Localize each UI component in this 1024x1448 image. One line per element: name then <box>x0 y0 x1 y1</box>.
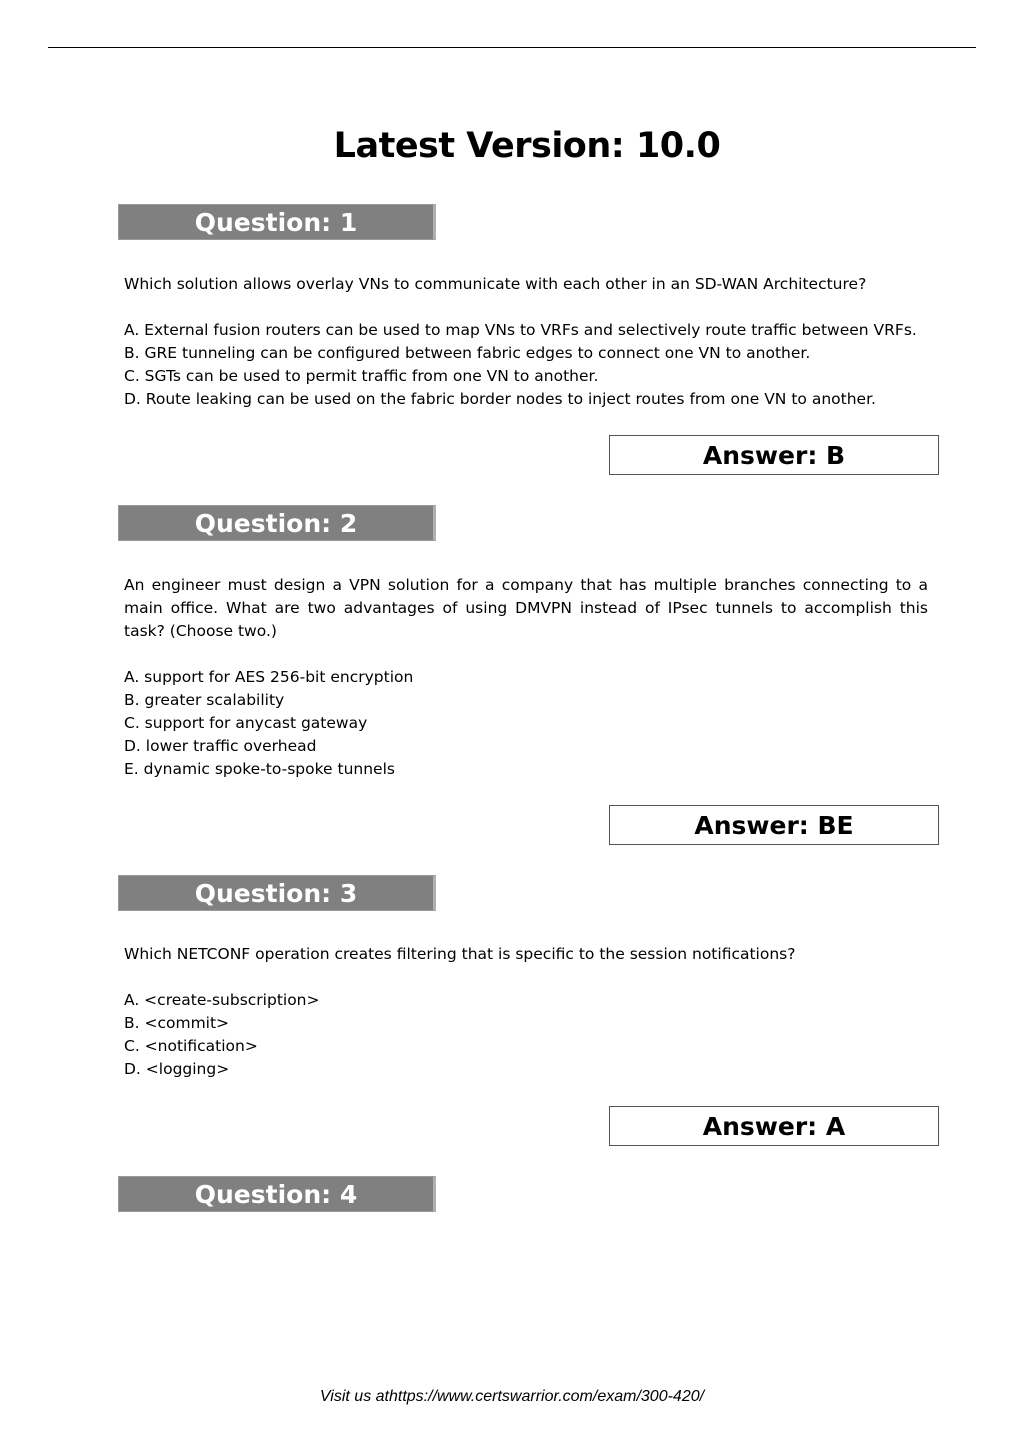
option-c: C. support for anycast gateway <box>124 714 368 732</box>
option-a: A. support for AES 256-bit encryption <box>124 668 414 686</box>
question-3-options <box>124 989 928 1081</box>
question-2-heading: Question: 2 <box>118 505 436 541</box>
question-1-text <box>124 273 928 296</box>
question-2-answer: Answer: BE <box>609 805 939 845</box>
option-a: A. <create-subscription> <box>124 991 320 1009</box>
question-3-answer: Answer: A <box>609 1106 939 1146</box>
question-text: Which solution allows overlay VNs to communicate with each other in an SD-WAN Architecture? <box>124 275 867 293</box>
option-d: D. Route leaking can be used on the fabric border nodes to inject routes from one VN to another. <box>124 390 876 408</box>
option-d: D. <logging> <box>124 1060 230 1078</box>
question-1-answer: Answer: B <box>609 435 939 475</box>
option-d: D. lower traffic overhead <box>124 737 317 755</box>
question-3-text <box>124 943 928 966</box>
question-1-options <box>124 319 928 411</box>
question-2-options <box>124 666 928 781</box>
option-b: B. greater scalability <box>124 691 285 709</box>
question-2-text <box>124 574 928 643</box>
question-3-heading: Question: 3 <box>118 875 436 911</box>
option-c: C. <notification> <box>124 1037 258 1055</box>
footer-link-text: Visit us athttps://www.certswarrior.com/exam/300-420/ <box>319 1388 705 1405</box>
question-text: Which NETCONF operation creates filtering that is specific to the session notifications? <box>124 945 796 963</box>
option-a: A. External fusion routers can be used to map VNs to VRFs and selectively route traffic between VRFs. <box>124 321 917 339</box>
option-b: B. GRE tunneling can be configured between fabric edges to connect one VN to another. <box>124 344 811 362</box>
option-e: E. dynamic spoke-to-spoke tunnels <box>124 760 395 778</box>
option-c: C. SGTs can be used to permit traffic from one VN to another. <box>124 367 599 385</box>
option-b: B. <commit> <box>124 1014 230 1032</box>
header-divider <box>48 47 976 48</box>
question-text: An engineer must design a VPN solution for a company that has multiple branches connecting to a main office. What are two advantages of using DMVPN instead of IPsec tunnels to accomplish this task? (Choose two.) <box>124 576 928 640</box>
page-title: Latest Version: 10.0 <box>333 126 721 166</box>
question-4-heading: Question: 4 <box>118 1176 436 1212</box>
question-1-heading: Question: 1 <box>118 204 436 240</box>
